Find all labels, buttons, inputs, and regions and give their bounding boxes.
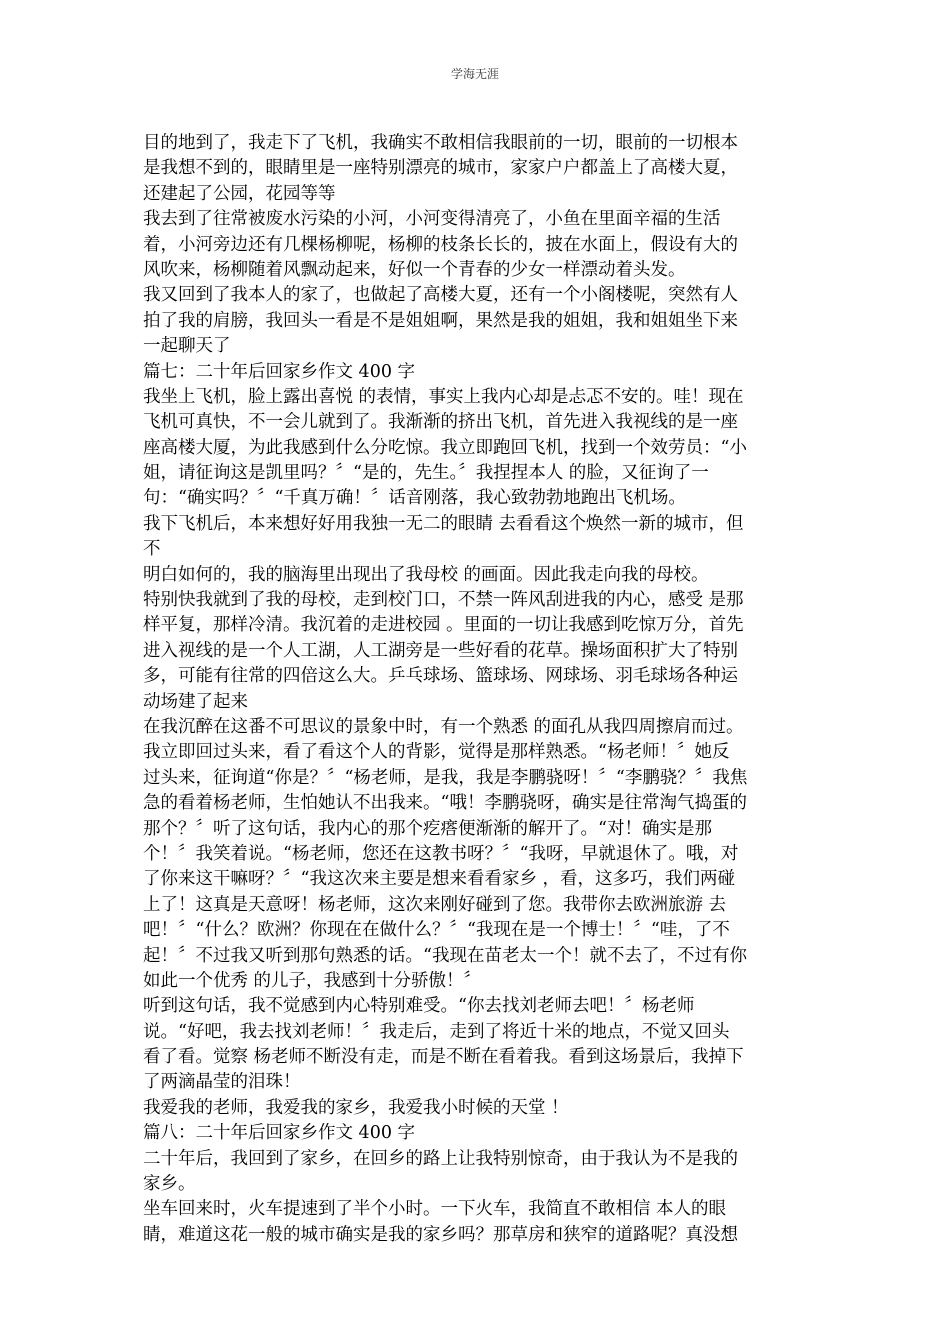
- text-line: 我去到了往常被废水污染的小河，小河变得清亮了，小鱼在里面辛福的生活: [143, 209, 721, 230]
- page-header: 学海无涯: [450, 67, 499, 81]
- text-line: 了你来这干嘛呀？〞“我这次来主要是想来看看家乡 ，看，这多巧，我们两碰: [143, 869, 736, 890]
- text-line: 家乡。: [143, 1174, 196, 1195]
- text-line: 我爱我的老师，我爱我的家乡，我爱我小时候的天堂 ！: [143, 1097, 569, 1118]
- text-line: 个！〞我笑着说。“杨老师，您还在这教书呀？〞“我呀，早就退休了。哦，对: [143, 843, 739, 864]
- document-body: [143, 131, 811, 1248]
- text-line: 睛，难道这花一般的城市确实是我的家乡吗？那草房和狭窄的道路呢？真没想: [143, 1224, 738, 1245]
- text-line: 是我想不到的，眼睛里是一座特别漂亮的城市，家家户户都盖上了高楼大夏，: [143, 158, 738, 179]
- text-line: 座高楼大厦，为此我感到什么分吃惊。我立即跑回飞机，找到一个效劳员：“小: [143, 437, 747, 458]
- text-line: 急的看着杨老师，生怕她认不出我来。“哦！李鹏骁呀，确实是往常淘气捣蛋的: [143, 793, 747, 814]
- text-line: 姐，请征询这是凯里吗？〞“是的，先生。〞我捏捏本人 的脸，又征询了一: [143, 463, 709, 484]
- text-line: 风吹来，杨柳随着风飘动起来，好似一个青春的少女一样漂动着头发。: [143, 259, 686, 280]
- text-line: 坐车回来时，火车提速到了半个小时。一下火车，我简直不敢相信 本人的眼: [143, 1199, 727, 1220]
- text-line: 吧！〞“什么？欧洲？你现在在做什么？〞“我现在是一个博士！〞“哇，了不: [143, 920, 730, 941]
- text-line: 飞机可真快，不一会儿就到了。我渐渐的挤出飞机，首先进入我视线的是一座: [143, 412, 738, 433]
- text-line: 我下飞机后，本来想好好用我独一无二的眼睛 去看看这个焕然一新的城市，但: [143, 513, 744, 534]
- text-line: 二十年后，我回到了家乡，在回乡的路上让我特别惊奇，由于我认为不是我的: [143, 1148, 738, 1169]
- text-line: 如此一个优秀 的儿子，我感到十分骄傲！〞: [143, 970, 482, 991]
- text-line: 我坐上飞机，脸上露出喜悦 的表情，事实上我内心却是忐忑不安的。哇！现在: [143, 386, 744, 407]
- text-line: 进入视线的是一个人工湖，人工湖旁是一些好看的花草。操场面积扩大了特别: [143, 640, 738, 661]
- text-line: 还建起了公园，花园等等: [143, 183, 336, 204]
- text-line: 听到这句话，我不觉感到内心特别难受。“你去找刘老师去吧！〞杨老师: [143, 996, 695, 1017]
- text-line: 动场建了起来: [143, 691, 248, 712]
- text-line: 那个？〞听了这句话，我内心的那个疙瘩便渐渐的解开了。“对！确实是那: [143, 818, 712, 839]
- text-line: 我立即回过头来，看了看这个人的背影，觉得是那样熟悉。“杨老师！〞她反: [143, 742, 730, 763]
- text-line: 过头来，征询道“你是？〞“杨老师，是我，我是李鹏骁呀！〞“李鹏骁？〞我焦: [143, 767, 748, 788]
- text-line: 着，小河旁边还有几棵杨柳呢，杨柳的枝条长长的，披在水面上，假设有大的: [143, 234, 738, 255]
- text-line: 特别快我就到了我的母校，走到校门口，不禁一阵风刮进我的内心，感受 是那: [143, 590, 744, 611]
- text-line: 不: [143, 539, 161, 560]
- section-heading: 篇七：二十年后回家乡作文 400 字: [143, 361, 416, 382]
- text-line: 样平复，那样冷清。我沉着的走进校园 。里面的一切让我感到吃惊万分，首先: [143, 615, 744, 636]
- text-line: 说。“好吧，我去找刘老师！〞我走后，走到了将近十米的地点，不觉又回头: [143, 1021, 730, 1042]
- text-line: 起！〞不过我又听到那句熟悉的话。“我现在苗老太一个！就不去了，不过有你: [143, 945, 747, 966]
- text-line: 多，可能有往常的四倍这么大。乒乓球场、篮球场、网球场、羽毛球场各种运: [143, 666, 738, 687]
- text-line: 拍了我的肩膀，我回头一看是不是姐姐啊，果然是我的姐姐，我和姐姐坐下来: [143, 310, 738, 331]
- section-heading: 篇八：二十年后回家乡作文 400 字: [143, 1123, 416, 1144]
- text-line: 上了！这真是天意呀！杨老师，这次来刚好碰到了您。我带你去欧洲旅游 去: [143, 894, 727, 915]
- text-line: 我又回到了我本人的家了，也做起了高楼大夏，还有一个小阁楼呢，突然有人: [143, 285, 738, 306]
- text-line: 了两滴晶莹的泪珠！: [143, 1072, 301, 1093]
- text-line: 句：“确实吗？〞“千真万确！〞话音刚落，我心致勃勃地跑出飞机场。: [143, 488, 686, 509]
- text-line: 一起聊天了: [143, 336, 231, 357]
- text-line: 看了看。觉察 杨老师不断没有走，而是不断在看着我。看到这场景后，我掉下: [143, 1047, 744, 1068]
- text-line: 在我沉醉在这番不可思议的景象中时，有一个熟悉 的面孔从我四周擦肩而过。: [143, 716, 744, 737]
- text-line: 目的地到了，我走下了飞机，我确实不敢相信我眼前的一切，眼前的一切根本: [143, 133, 738, 153]
- text-line: 明白如何的，我的脑海里出现出了我母校 的画面。因此我走向我的母校。: [143, 564, 709, 585]
